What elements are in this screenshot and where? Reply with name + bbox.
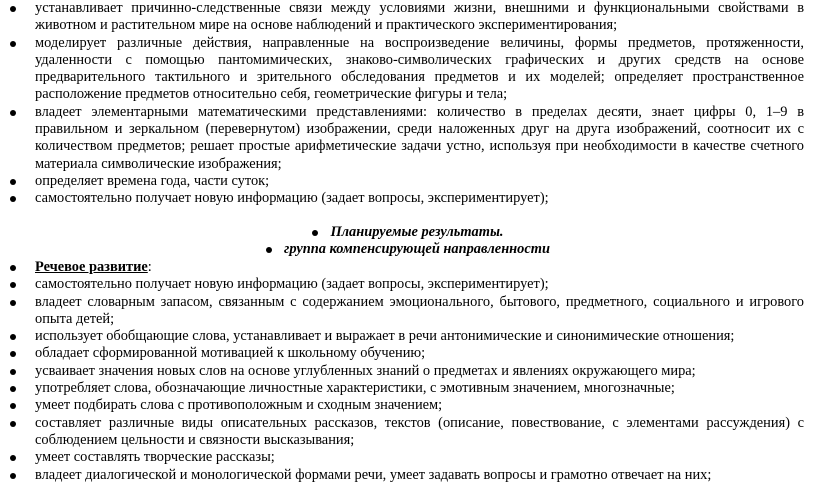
bullet-icon bbox=[10, 386, 16, 392]
bullet-icon bbox=[10, 351, 16, 357]
list-item-text: владеет диалогической и монологической формами речи, умеет задавать вопросы и грамотно отвечает на них; bbox=[35, 466, 712, 483]
bullet-icon bbox=[266, 247, 272, 253]
list-item bbox=[0, 363, 816, 380]
bullet-icon bbox=[10, 6, 16, 12]
bullet-icon bbox=[10, 369, 16, 375]
bullet-icon bbox=[10, 265, 16, 271]
list-item bbox=[0, 294, 816, 329]
bullet-icon bbox=[10, 41, 16, 47]
list-item bbox=[0, 35, 816, 104]
bullet-icon bbox=[10, 179, 16, 185]
bullet-icon bbox=[10, 455, 16, 461]
list-item-text: самостоятельно получает новую информацию (задает вопросы, экспериментирует); bbox=[35, 276, 549, 293]
list-item-text: владеет словарным запасом, связанным с содержанием эмоционального, бытового, предметного, социального и игрового опыта детей; bbox=[35, 293, 804, 327]
bullet-icon bbox=[10, 110, 16, 116]
list-item-text: самостоятельно получает новую информацию (задает вопросы, экспериментирует); bbox=[35, 190, 549, 207]
list-item bbox=[0, 449, 816, 466]
list-item-text: умеет составлять творческие рассказы; bbox=[35, 449, 275, 466]
outcomes-list-cognitive bbox=[0, 0, 816, 208]
bullet-icon bbox=[10, 334, 16, 340]
heading-text: группа компенсирующей направленности bbox=[284, 241, 550, 257]
list-item bbox=[0, 104, 816, 173]
outcomes-list-speech bbox=[0, 259, 816, 484]
list-item bbox=[0, 380, 816, 397]
bullet-icon bbox=[312, 230, 318, 236]
list-item-text: употребляет слова, обозначающие личностные характеристики, с эмотивным значением, многозначные; bbox=[35, 380, 675, 397]
bullet-icon bbox=[10, 421, 16, 427]
list-item-text: устанавливает причинно-следственные связи между условиями жизни, внешними и функциональными свойствами в животном и растительном мире на основе наблюдений и практического экспериментирования; bbox=[35, 0, 804, 34]
list-item bbox=[0, 467, 816, 484]
list-item-text: составляет различные виды описательных рассказов, текстов (описание, повествование, с элементами рассуждения) с соблюдением цельности и связности высказывания; bbox=[35, 414, 804, 448]
list-item bbox=[0, 0, 816, 35]
list-item-text: владеет элементарными математическими представлениями: количество в пределах десяти, знает цифры 0, 1–9 в правильном и зеркальном (перевернутом) изображении, среди наложенных друг на друга изображений, соотносит их с количеством предметов; решает простые арифметические задачи устно, используя при необходимости в качестве счетного материала символические изображения; bbox=[35, 103, 804, 172]
list-item bbox=[0, 276, 816, 293]
section-label: Речевое развитие bbox=[35, 259, 148, 275]
list-item bbox=[0, 328, 816, 345]
bullet-icon bbox=[10, 282, 16, 288]
bullet-icon bbox=[10, 473, 16, 479]
list-item bbox=[0, 415, 816, 450]
list-item-text: определяет времена года, части суток; bbox=[35, 172, 270, 189]
list-item bbox=[0, 190, 816, 207]
list-item-text: усваивает значения новых слов на основе углубленных знаний о предметах и явлениях окружающего мира; bbox=[35, 362, 696, 379]
section-label-colon: : bbox=[147, 259, 152, 275]
planned-results-heading bbox=[0, 224, 816, 241]
bullet-icon bbox=[10, 300, 16, 306]
heading-text: Планируемые результаты. bbox=[330, 224, 504, 240]
list-item-text: обладает сформированной мотивацией к школьному обучению; bbox=[35, 345, 426, 362]
bullet-icon bbox=[10, 403, 16, 409]
list-item-text: умеет подбирать слова с противоположным и сходным значением; bbox=[35, 397, 443, 414]
list-item-text: моделирует различные действия, направленные на воспроизведение величины, формы предметов, протяженности, удаленности с помощью пантомимических, знаково-символических графических и других средств на основе предварительного тактильного и зрительного обследования предметов и их моделей; определяет пространственное расположение предметов относительно себя, геометрические фигуры и тела; bbox=[35, 34, 804, 103]
list-item bbox=[0, 397, 816, 414]
list-item bbox=[0, 173, 816, 190]
list-item bbox=[0, 345, 816, 362]
section-label-item bbox=[0, 259, 816, 276]
group-heading bbox=[0, 241, 816, 258]
list-item-text: использует обобщающие слова, устанавливает и выражает в речи антонимические и синонимические отношения; bbox=[35, 328, 735, 345]
bullet-icon bbox=[10, 196, 16, 202]
